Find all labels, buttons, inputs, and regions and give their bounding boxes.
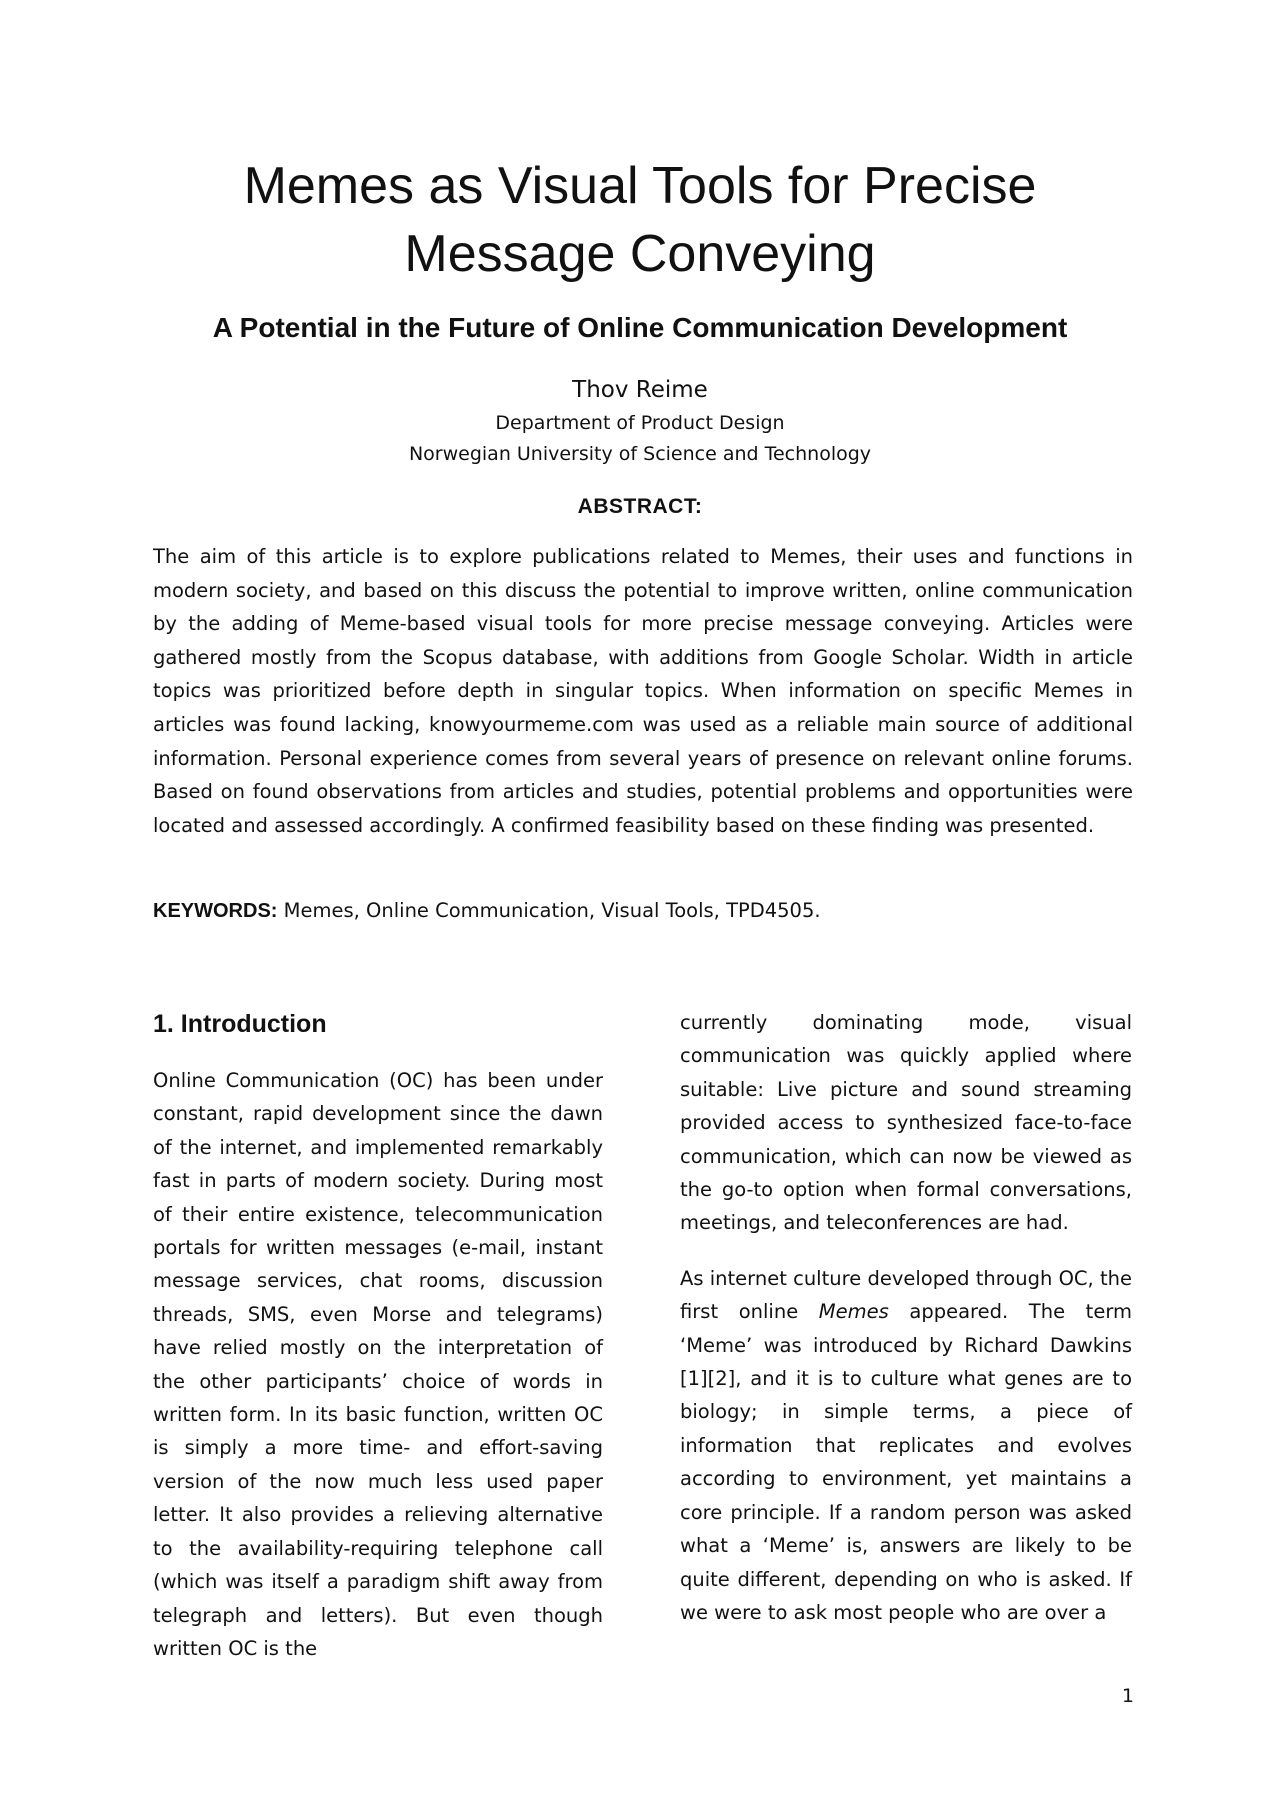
intro-paragraph-1: Online Communication (OC) has been under constant, rapid development since the dawn of the internet, and implemented remarkably fast in parts of modern society. During most of their entire existence, telecommunication portals for written messages (e-mail, instant message services, chat rooms, discussion threads, SMS, even Morse and telegrams) have relied mostly on the interpretation of the other participants’ choice of words in written form. In its basic function, written OC is simply a more time- and effort-saving version of the now much less used paper letter. It also provides a relieving alternative to the availability-requiring telephone call (which was itself a paradigm shift away from telegraph and letters). But even though written OC is the [153, 1069, 603, 1660]
keywords-label: KEYWORDS: [153, 900, 278, 922]
right-column [680, 1006, 1132, 1651]
author-block [0, 372, 1280, 470]
section-heading-introduction: 1. Introduction [153, 1010, 327, 1038]
intro-paragraph-1-continued: currently dominating mode, visual communication was quickly applied where suitable: Live picture and sound streaming provided access to synthesized face-to-face communication, which can now be viewed as the go-to option when formal conversations, meetings, and teleconferences are had. [680, 1011, 1132, 1235]
page-number: 1 [1121, 1685, 1134, 1707]
keywords-line [153, 894, 1133, 928]
paper-subtitle: A Potential in the Future of Online Communication Development [212, 312, 1068, 343]
title-line-2: Message Conveying [404, 225, 876, 283]
left-column [153, 1004, 603, 1687]
author-name: Thov Reime [572, 377, 708, 403]
intro-paragraph-2-start: As internet culture developed through OC, the first online [680, 1266, 1132, 1324]
title-line-1: Memes as Visual Tools for Precise [243, 157, 1037, 215]
paper-title [0, 152, 1280, 288]
author-department: Department of Product Design [495, 412, 785, 434]
keywords-text: Memes, Online Communication, Visual Tools, TPD4505. [283, 899, 821, 922]
author-university: Norwegian University of Science and Technology [408, 443, 872, 465]
intro-paragraph-2 [680, 1262, 1132, 1629]
abstract-text: The aim of this article is to explore publications related to Memes, their uses and functions in modern society, and based on this discuss the potential to improve written, online communication by the adding of Meme-based visual tools for more precise message conveying. Articles were gathered mostly from the Scopus database, with additions from Google Scholar. Width in article topics was prioritized before depth in singular topics. When information on specific Memes in articles was found lacking, knowyourmeme.com was used as a reliable main source of additional information. Personal experience comes from several years of presence on relevant online forums. Based on found observations from articles and studies, potential problems and opportunities were located and assessed accordingly. A confirmed feasibility based on these finding was presented. [153, 545, 1133, 837]
abstract-heading: ABSTRACT: [577, 495, 703, 518]
memes-emphasis: Memes [818, 1300, 889, 1324]
intro-paragraph-2-rest: appeared. The term ‘Meme’ was introduced by Richard Dawkins [1][2], and it is to culture what genes are to biology; in simple terms, a piece of information that replicates and evolves according to environment, yet maintains a core principle. If a random person was asked what a ‘Meme’ is, answers are likely to be quite different, depending on who is asked. If we were to ask most people who are over a [680, 1300, 1132, 1624]
